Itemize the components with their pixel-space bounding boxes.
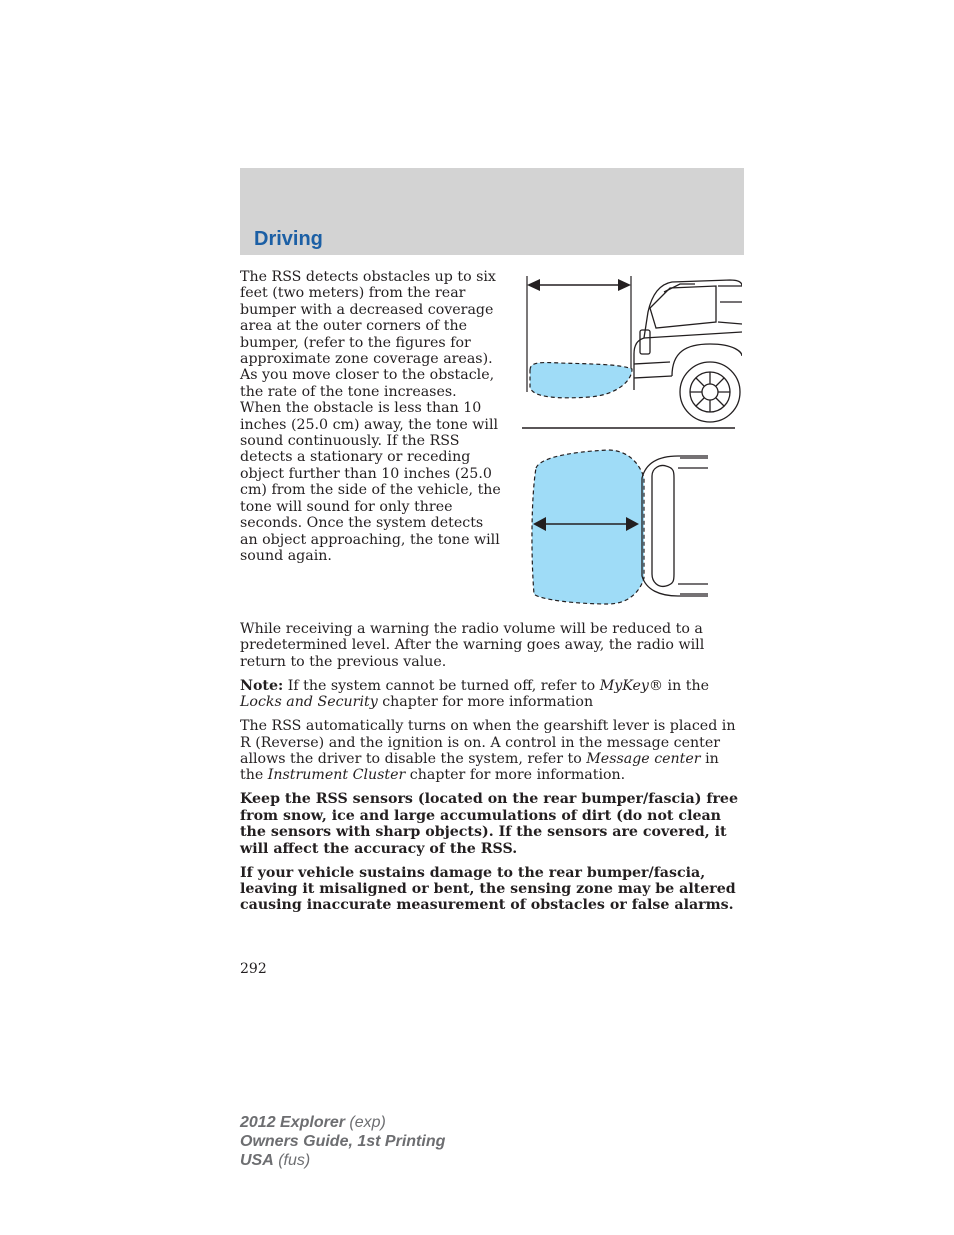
auto-on-text: in the <box>240 751 719 784</box>
document-footer <box>240 1113 445 1170</box>
section-title: Driving <box>254 228 323 250</box>
mykey-reference: MyKey® <box>599 677 664 694</box>
auto-on-text: The RSS automatically turns on when the gearshift lever is placed in R (Reverse) and the ignition is on. A control in the message center allows the driver to disable the system, refer to <box>240 718 736 768</box>
footer-region-line <box>240 1151 445 1170</box>
note-label: Note: <box>240 677 284 694</box>
auto-on-text: chapter for more information. <box>405 767 626 784</box>
footer-guide-line: Owners Guide, 1st Printing <box>240 1133 446 1150</box>
rss-side-view-figure <box>520 272 742 432</box>
footer-model-code: (exp) <box>344 1114 386 1131</box>
note-text: If the system cannot be turned off, refer to <box>283 677 600 694</box>
locks-security-reference: Locks and Security <box>240 694 378 711</box>
note-text: chapter for more information <box>377 694 594 711</box>
footer-region-code: (fus) <box>273 1152 311 1169</box>
intro-paragraph: The RSS detects obstacles up to six feet (two meters) from the rear bumper with a decreased coverage area at the outer corners of the bumper, (refer to the figures for approximate zone coverage areas). As you move closer to the obstacle, the rate of the tone increases. When the obstacle is less than 10 inches (25.0 cm) away, the tone will sound continuously. If the RSS detects a stationary or receding object further than 10 inches (25.0 cm) from the side of the vehicle, the tone will sound for only three seconds. Once the system detects an object approaching, the tone will sound again. <box>240 269 501 564</box>
section-header-band <box>240 168 744 255</box>
body-text <box>240 621 746 921</box>
auto-on-paragraph <box>240 718 746 784</box>
note-text: in the <box>663 677 709 694</box>
footer-model: 2012 Explorer <box>240 1114 345 1131</box>
bumper-damage-warning: If your vehicle sustains damage to the rear bumper/fascia, leaving it misaligned or bent, the sensing zone may be altered causing inaccurate measurement of obstacles or false alarms. <box>240 864 736 914</box>
radio-paragraph: While receiving a warning the radio volume will be reduced to a predetermined level. After the warning goes away, the radio will return to the previous value. <box>240 621 705 670</box>
instrument-cluster-reference: Instrument Cluster <box>267 767 406 784</box>
sensor-care-warning: Keep the RSS sensors (located on the rear bumper/fascia) free from snow, ice and large accumulations of dirt (do not clean the sensors with sharp objects). If the sensors are covered, it will affect the accuracy of the RSS. <box>240 791 738 857</box>
footer-region: USA <box>240 1152 274 1169</box>
range-arrow-right-head <box>618 279 631 291</box>
vehicle-rear-outline <box>634 280 742 422</box>
rss-top-view-figure <box>528 448 712 608</box>
message-center-reference: Message center <box>586 751 701 768</box>
vehicle-top-outline <box>642 456 708 596</box>
side-sensing-zone <box>530 363 632 398</box>
footer-model-line <box>240 1113 445 1132</box>
note-paragraph <box>240 678 746 711</box>
page-number: 292 <box>240 961 267 977</box>
range-arrow-left-head <box>527 279 540 291</box>
